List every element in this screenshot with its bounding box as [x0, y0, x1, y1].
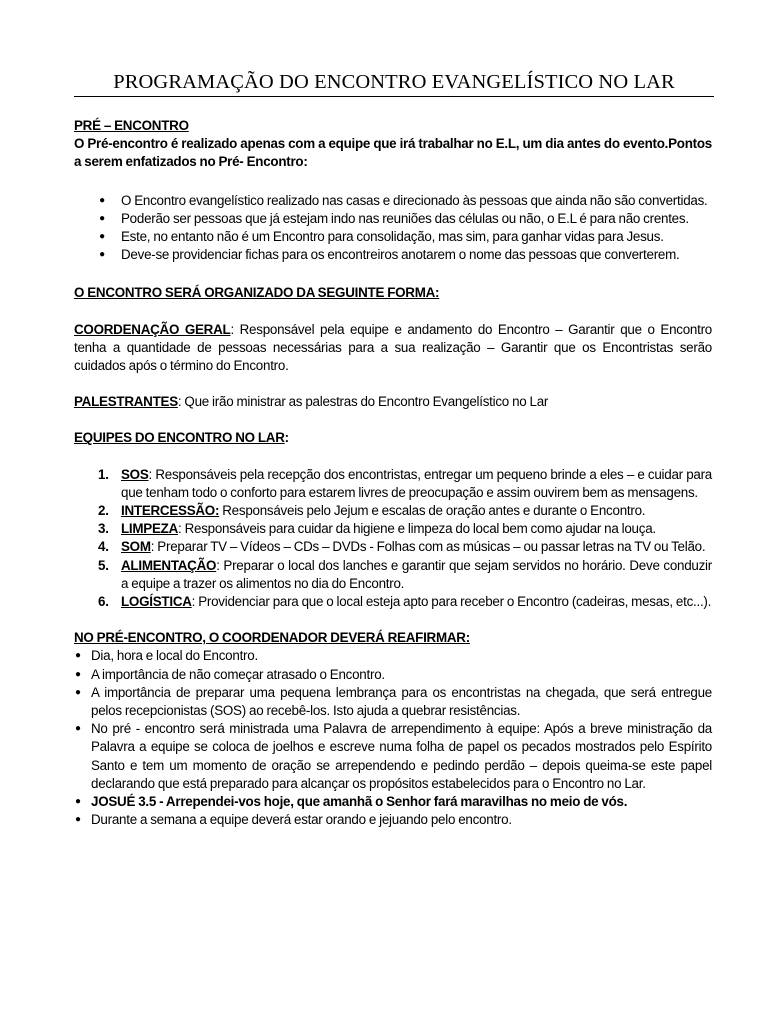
bullet-icon: ●	[99, 212, 105, 224]
bullet-icon: ●	[75, 650, 81, 662]
document-body	[74, 117, 712, 830]
speakers-label: PALESTRANTES	[74, 394, 178, 410]
list-item: ● Poderão ser pessoas que já estejam indo nas reuniões das células ou não, o E.L é para não crentes.	[74, 210, 712, 228]
bullet-icon: ●	[99, 249, 105, 261]
teams-heading: EQUIPES DO ENCONTRO NO LAR:	[74, 430, 289, 446]
pre-encounter-points	[74, 192, 712, 265]
speakers-paragraph: PALESTRANTES: Que irão ministrar as palestras do Encontro Evangelístico no Lar	[74, 394, 549, 410]
list-item: ● Durante a semana a equipe deverá estar orando e jejuando pelo encontro.	[74, 811, 712, 829]
bullet-icon: ●	[75, 723, 81, 735]
team-label: SOM	[121, 539, 151, 555]
bullet-icon: ●	[75, 814, 81, 826]
bullet-icon: ●	[75, 668, 81, 680]
team-label: LIMPEZA	[121, 521, 179, 537]
team-item: 3. LIMPEZA: Responsáveis para cuidar da higiene e limpeza do local bem como ajudar na louça.	[98, 521, 656, 537]
team-item: 5. ALIMENTAÇÃO: Preparar o local dos lanches e garantir que sejam servidos no horário. Deve conduzir a equipe a trazer os alimentos no dia do Encontro.	[98, 557, 712, 591]
team-item: 1. SOS: Responsáveis pela recepção dos encontristas, entregar um pequeno brinde a eles – e cuidar para que tenham todo o conforto para estarem livres de preocupação e assim ouvirem bem as mensagens.	[98, 466, 712, 500]
list-item: ● Este, no entanto não é um Encontro para consolidação, mas sim, para ganhar vidas para Jesus.	[74, 228, 712, 246]
organization-heading: O ENCONTRO SERÁ ORGANIZADO DA SEGUINTE FORMA:	[74, 285, 440, 301]
reaffirm-list	[74, 647, 712, 829]
list-item: ● O Encontro evangelístico realizado nas casas e direcionado às pessoas que ainda não são convertidas.	[74, 192, 712, 210]
page-title: PROGRAMAÇÃO DO ENCONTRO EVANGELÍSTICO NO LAR	[113, 71, 675, 93]
list-item: ● No pré - encontro será ministrada uma Palavra de arrependimento à equipe: Após a breve ministração da Palavra a equipe se coloca de joelhos e escreve numa folha de papel os pecados mostrados pelo Espírito Santo e tem um momento de oração se arrependendo e pedindo perdão – depois queima-se este papel declarando que está preparado para alcançar os propósitos estabelecidos para o Encontro no Lar.	[75, 721, 712, 791]
team-item: 4. SOM: Preparar TV – Vídeos – CDs – DVDs - Folhas com as músicas – ou passar letras na TV ou Telão.	[98, 539, 706, 555]
list-item: ● A importância de não começar atrasado o Encontro.	[74, 666, 712, 684]
teams-list	[74, 466, 712, 612]
team-label: ALIMENTAÇÃO	[121, 557, 217, 573]
bible-verse: JOSUÉ 3.5 - Arrependei-vos hoje, que amanhã o Senhor fará maravilhas no meio de vós.	[91, 794, 628, 810]
list-item	[74, 793, 712, 811]
reaffirm-heading: NO PRÉ-ENCONTRO, O COORDENADOR DEVERÁ REAFIRMAR:	[74, 630, 470, 646]
pre-encounter-heading: PRÉ – ENCONTRO	[74, 118, 189, 133]
team-item: 2. INTERCESSÃO: Responsáveis pelo Jejum e escalas de oração antes e durante o Encontro.	[98, 503, 646, 519]
team-label: SOS	[121, 466, 149, 482]
title-underline	[74, 96, 714, 97]
list-item: ● Dia, hora e local do Encontro.	[74, 647, 712, 665]
bullet-icon: ●	[75, 796, 81, 808]
pre-encounter-intro: O Pré-encontro é realizado apenas com a equipe que irá trabalhar no E.L, um dia antes do evento.Pontos a serem enfatizados no Pré- Encontro:	[74, 136, 712, 170]
team-item: 6. LOGÍSTICA: Providenciar para que o local esteja apto para receber o Encontro (cadeiras, mesas, etc...).	[98, 594, 712, 610]
bullet-icon: ●	[99, 231, 105, 243]
bullet-icon: ●	[99, 194, 105, 206]
coordination-paragraph: COORDENAÇÃO GERAL: Responsável pela equipe e andamento do Encontro – Garantir que o Encontro tenha a quantidade de pessoas necessárias para a sua realização – Garantir que os Encontristas serão cuidados após o término do Encontro.	[74, 321, 712, 374]
bullet-icon: ●	[75, 686, 81, 698]
team-label: LOGÍSTICA	[121, 594, 192, 610]
coordination-label: COORDENAÇÃO GERAL	[74, 321, 231, 337]
list-item: ● Deve-se providenciar fichas para os encontreiros anotarem o nome das pessoas que converterem.	[74, 246, 712, 264]
list-item: ● A importância de preparar uma pequena lembrança para os encontristas na chegada, que será entregue pelos recepcionistas (SOS) ao recebê-los. Isto ajuda a quebrar resistências.	[75, 684, 712, 719]
team-label: INTERCESSÃO:	[121, 503, 220, 519]
